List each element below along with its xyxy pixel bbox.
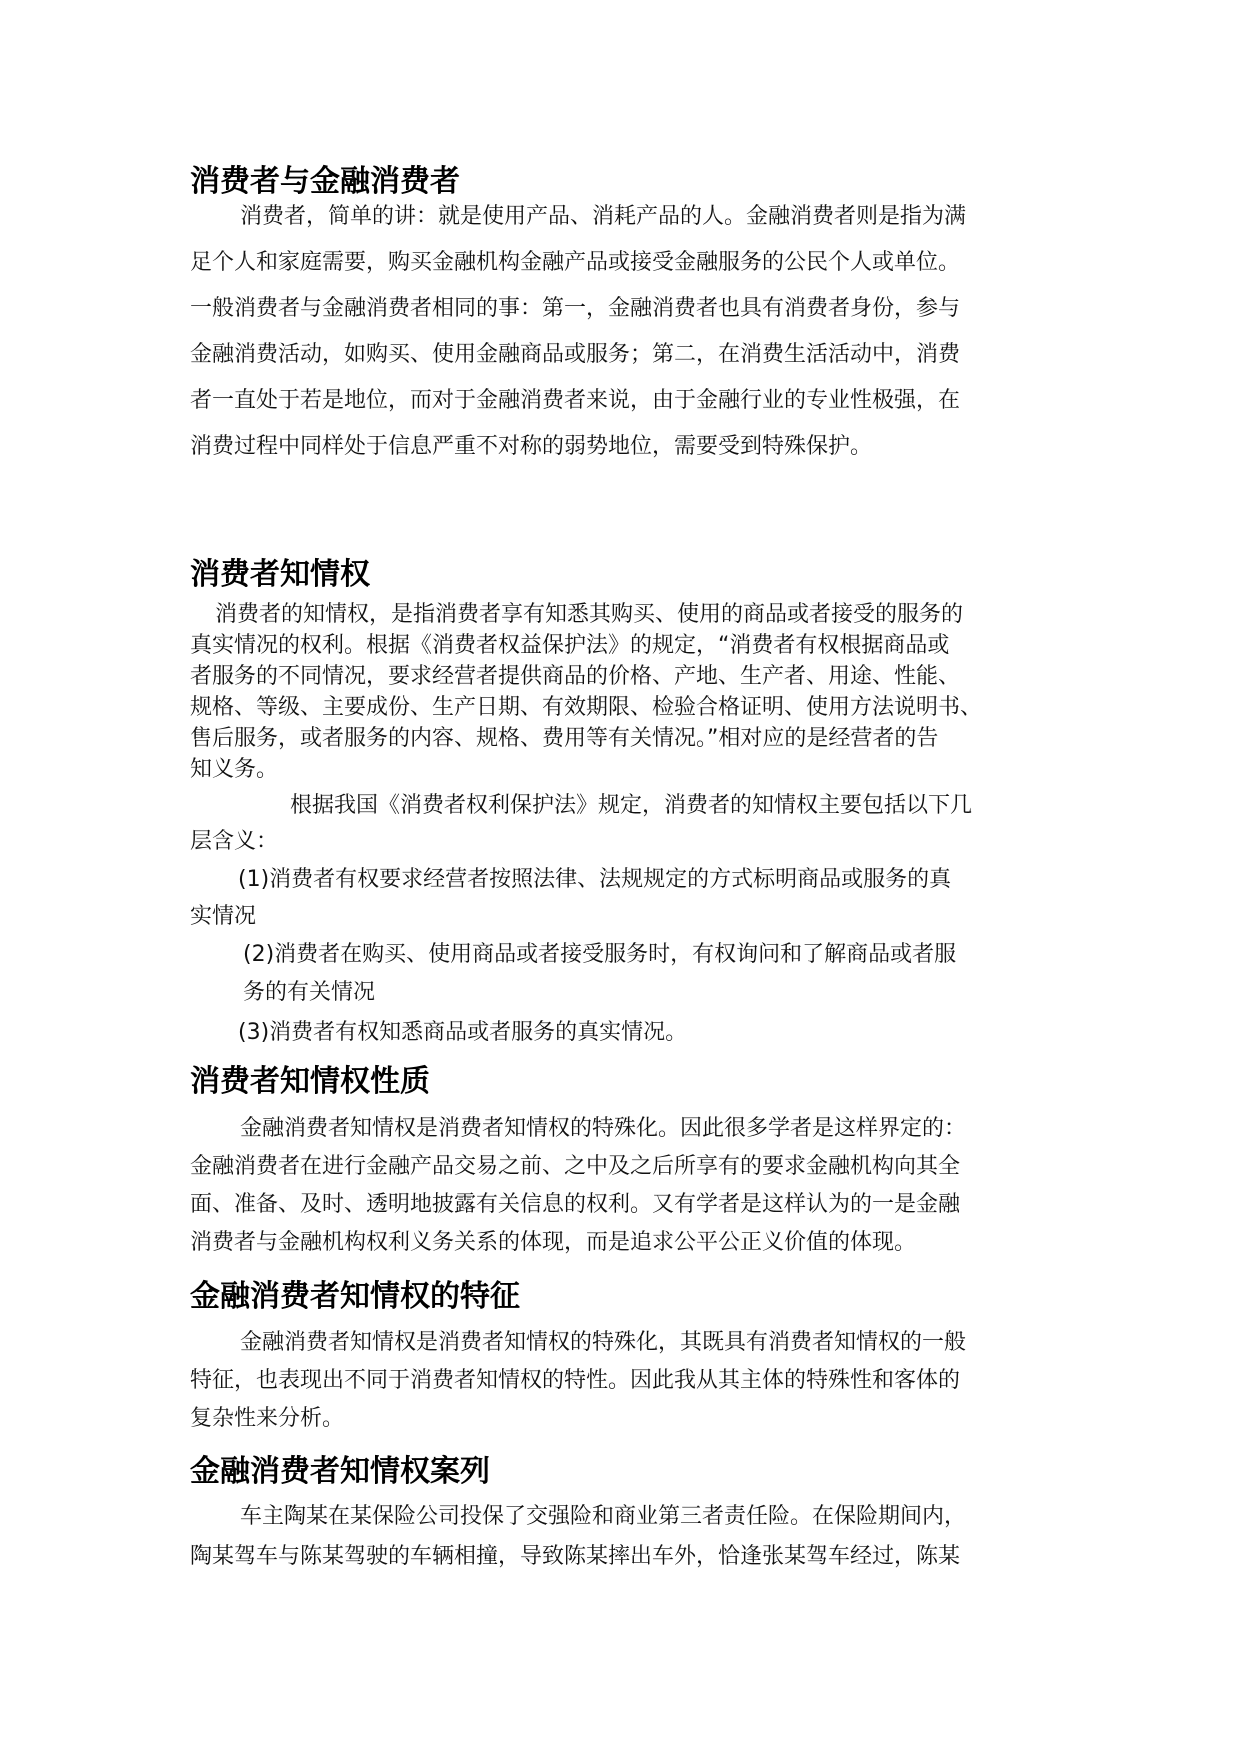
paragraph-line: 根据我国《消费者权利保护法》规定，消费者的知情权主要包括以下几: [290, 793, 973, 818]
paragraph-line: 层含义：: [190, 829, 279, 854]
section-heading: 金融消费者知情权案列: [190, 1454, 490, 1489]
paragraph-line: 知义务。: [190, 757, 279, 782]
paragraph-line: 特征，也表现出不同于消费者知情权的特性。因此我从其主体的特殊性和客体的: [190, 1368, 961, 1393]
paragraph-line: 消费过程中同样处于信息严重不对称的弱势地位，需要受到特殊保护。: [190, 434, 873, 459]
paragraph-line: 金融消费活动，如购买、使用金融商品或服务；第二，在消费生活活动中，消费: [190, 342, 961, 367]
paragraph-line: 金融消费者在进行金融产品交易之前、之中及之后所享有的要求金融机构向其全: [190, 1154, 961, 1179]
list-item: (1)消费者有权要求经营者按照法律、法规规定的方式标明商品或服务的真: [238, 867, 952, 892]
section-heading: 消费者与金融消费者: [190, 164, 460, 199]
section-heading: 消费者知情权: [190, 557, 370, 592]
paragraph-line: 一般消费者与金融消费者相同的事：第一，金融消费者也具有消费者身份，参与: [190, 296, 961, 321]
list-item-continuation: 实情况: [190, 904, 257, 929]
paragraph-line: 金融消费者知情权是消费者知情权的特殊化。因此很多学者是这样界定的：: [240, 1116, 967, 1141]
paragraph-line: 金融消费者知情权是消费者知情权的特殊化，其既具有消费者知情权的一般: [240, 1330, 967, 1355]
list-item: (2)消费者在购买、使用商品或者接受服务时，有权询问和了解商品或者服: [243, 942, 957, 967]
list-item: (3)消费者有权知悉商品或者服务的真实情况。: [238, 1020, 688, 1045]
section-heading: 消费者知情权性质: [190, 1064, 430, 1099]
paragraph-line: 面、准备、及时、透明地披露有关信息的权利。又有学者是这样认为的一是金融: [190, 1192, 961, 1217]
paragraph-line: 足个人和家庭需要，购买金融机构金融产品或接受金融服务的公民个人或单位。: [190, 250, 961, 275]
section-heading: 金融消费者知情权的特征: [190, 1279, 520, 1314]
paragraph-line: 售后服务，或者服务的内容、规格、费用等有关情况。”相对应的是经营者的告: [190, 726, 939, 751]
paragraph-line: 者一直处于若是地位，而对于金融消费者来说，由于金融行业的专业性极强，在: [190, 388, 961, 413]
paragraph-line: 真实情况的权利。根据《消费者权益保护法》的规定，“消费者有权根据商品或: [190, 633, 950, 658]
list-item-continuation: 务的有关情况: [243, 980, 376, 1005]
paragraph-line: 陶某驾车与陈某驾驶的车辆相撞，导致陈某摔出车外，恰逢张某驾车经过，陈某: [190, 1544, 961, 1569]
paragraph-line: 消费者，简单的讲：就是使用产品、消耗产品的人。金融消费者则是指为满: [240, 204, 967, 229]
paragraph-line: 者服务的不同情况，要求经营者提供商品的价格、产地、生产者、用途、性能、: [190, 664, 961, 689]
paragraph-line: 复杂性来分析。: [190, 1406, 345, 1431]
paragraph-line: 车主陶某在某保险公司投保了交强险和商业第三者责任险。在保险期间内，: [240, 1504, 967, 1529]
paragraph-line: 消费者与金融机构权利义务关系的体现，而是追求公平公正义价值的体现。: [190, 1230, 917, 1255]
paragraph-line: 规格、等级、主要成份、生产日期、有效期限、检验合格证明、使用方法说明书、: [190, 695, 983, 720]
paragraph-line: 消费者的知情权，是指消费者享有知悉其购买、使用的商品或者接受的服务的: [215, 602, 964, 627]
